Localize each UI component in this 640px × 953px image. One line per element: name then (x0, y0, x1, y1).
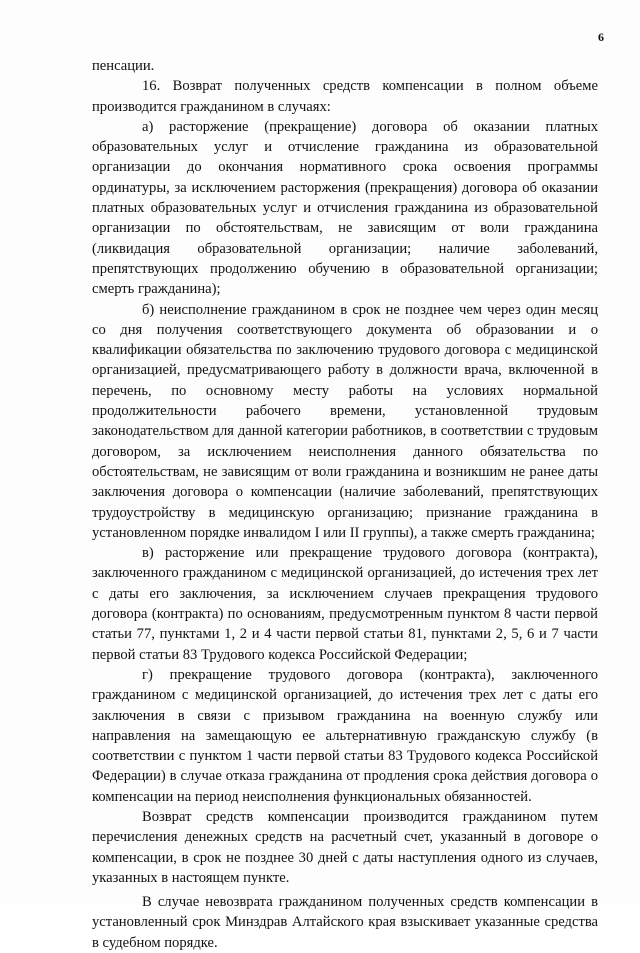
paragraph-subclause-a: а) расторжение (прекращение) договора об оказании платных образовательных услуг и отчисление гражданина из образовательной организации до окончания нормативного срока освоения программы ординатуры, за исключением расторжения (прекращения) договора об оказании платных образовательных услуг и отчисления гражданина из образовательной организации по обстоятельствам, не зависящим от воли гражданина (ликвидация образовательной организации; наличие заболеваний, препятствующих продолжению обучению в образовательной организации; смерть гражданина); (92, 118, 598, 298)
paragraph-subclause-v: в) расторжение или прекращение трудового договора (контракта), заключенного гражданином с медицинской организацией, до истечения трех лет с даты его заключения, за исключением случаев прекращения трудового договора (контракта) по основаниям, предусмотренным пунктом 8 части первой статьи 77, пунктами 1, 2 и 4 части первой статьи 81, пунктами 2, 5, 6 и 7 части первой статьи 83 Трудового кодекса Российской Федерации; (92, 545, 598, 663)
paragraph-clause-16: 16. Возврат полученных средств компенсации в полном объеме производится гражданином в случаях: (92, 78, 598, 115)
document-body (92, 56, 598, 953)
paragraph-subclause-g: г) прекращение трудового договора (контракта), заключенного гражданином с медицинской организацией, до истечения трех лет с даты его заключения в связи с призывом гражданина на военную службу или направления на замещающую ее альтернативную гражданскую службу (в соответствии с пунктом 1 части первой статьи 83 Трудового кодекса Российской Федерации) в случае отказа гражданина от продления срока действия договора о компенсации на период неисполнения функциональных обязанностей. (92, 666, 598, 805)
paragraph-recovery: В случае невозврата гражданином полученных средств компенсации в установленный срок Минздрав Алтайского края взыскивает указанные средства в судебном порядке. (92, 894, 598, 951)
page-number: 6 (598, 30, 604, 44)
paragraph-continuation: пенсации. (92, 58, 155, 74)
paragraph-refund-procedure: Возврат средств компенсации производится гражданином путем перечисления денежных средств на расчетный счет, указанный в договоре о компенсации, в срок не позднее 30 дней с даты наступления одного из случаев, указанных в настоящем пункте. (92, 808, 598, 886)
paragraph-subclause-b: б) неисполнение гражданином в срок не позднее чем через один месяц со дня получения соответствующего документа об образовании и о квалификации обязательства по заключению трудового договора с медицинской организацией, предусматривающего работу в должности врача, включенной в перечень, по основному месту работы на условиях нормальной продолжительности рабочего времени, установленной трудовым законодательством для данной категории работников, в соответствии с трудовым договором, за исключением неисполнения данного обязательства по обстоятельствам, не зависящим от воли гражданина и возникшим не ранее даты заключения договора о компенсации (наличие заболеваний, препятствующих трудоустройству в медицинскую организацию; признание гражданина в установленном порядке инвалидом I или II группы), а также смерть гражданина; (92, 301, 598, 541)
